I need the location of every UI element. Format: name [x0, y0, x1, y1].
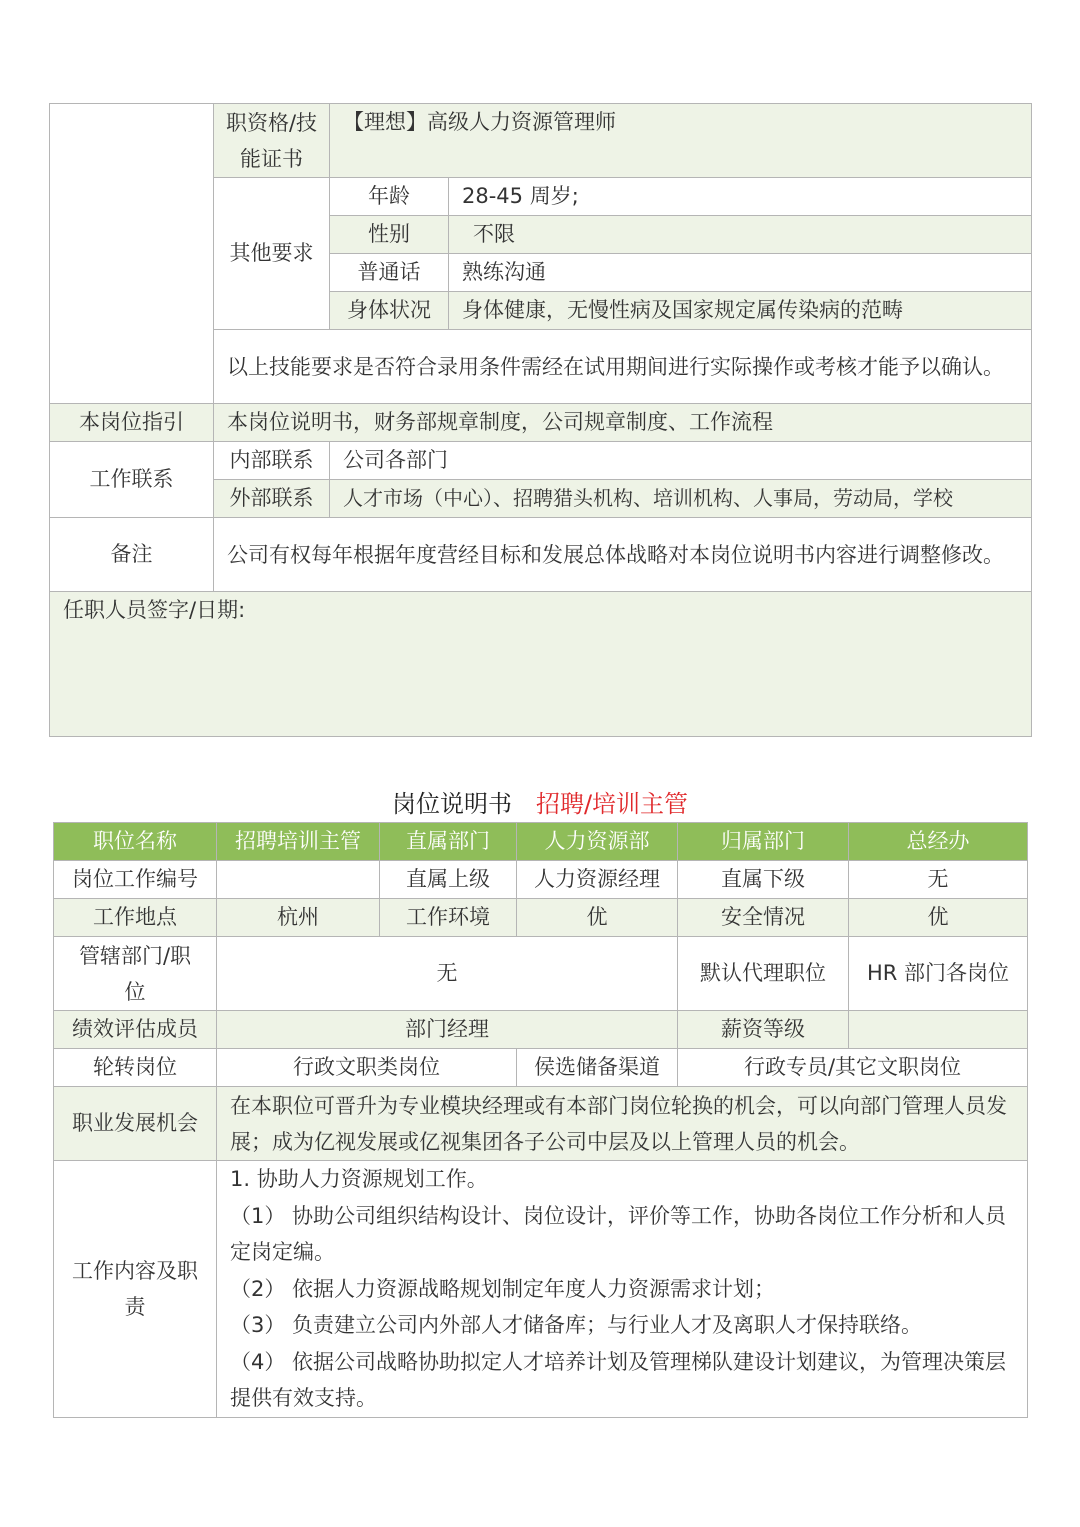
- env-label: 工作环境: [380, 899, 517, 937]
- location-label: 工作地点: [54, 899, 217, 937]
- reserve-label: 侯选储备渠道: [517, 1049, 678, 1087]
- guide-value: 本岗位说明书，财务部规章制度，公司规章制度、工作流程: [214, 404, 1032, 442]
- proxy-value: HR 部门各岗位: [849, 937, 1028, 1011]
- duty-line: （2） 依据人力资源战略规划制定年度人力资源需求计划；: [230, 1276, 776, 1301]
- job-requirements-table: [49, 103, 1032, 737]
- remark-label: 备注: [50, 518, 214, 592]
- perf-value: 部门经理: [217, 1011, 678, 1049]
- subordinate-value: 无: [849, 861, 1028, 899]
- title-position: 招聘/培训主管: [535, 790, 689, 818]
- reserve-value: 行政专员/其它文职岗位: [678, 1049, 1028, 1087]
- mandarin-value: 熟练沟通: [449, 254, 1032, 292]
- perf-label: 绩效评估成员: [54, 1011, 217, 1049]
- page-title: [0, 784, 1080, 824]
- signature-field: 任职人员签字/日期:: [50, 592, 1032, 737]
- pos-name-label: 职位名称: [54, 823, 217, 861]
- skill-note: 以上技能要求是否符合录用条件需经在试用期间进行实际操作或考核才能予以确认。: [214, 330, 1032, 404]
- env-value: 优: [517, 899, 678, 937]
- health-value: 身体健康，无慢性病及国家规定属传染病的范畴: [449, 292, 1032, 330]
- age-value: 28-45 周岁;: [449, 178, 1032, 216]
- blank-category-cell: [50, 104, 214, 404]
- gender-label: 性别: [330, 216, 449, 254]
- remark-value: 公司有权每年根据年度营经目标和发展总体战略对本岗位说明书内容进行调整修改。: [214, 518, 1032, 592]
- code-label: 岗位工作编号: [54, 861, 217, 899]
- contact-label: 工作联系: [50, 442, 214, 518]
- direct-dept-value: 人力资源部: [517, 823, 678, 861]
- superior-label: 直属上级: [380, 861, 517, 899]
- career-value: 在本职位可晋升为专业模块经理或有本部门岗位轮换的机会，可以向部门管理人员发展；成为亿视发展或亿视集团各子公司中层及以上管理人员的机会。: [217, 1087, 1028, 1161]
- title-main: 岗位说明书: [391, 790, 512, 818]
- career-label: 职业发展机会: [54, 1087, 217, 1161]
- direct-dept-label: 直属部门: [380, 823, 517, 861]
- salary-label: 薪资等级: [678, 1011, 849, 1049]
- age-label: 年龄: [330, 178, 449, 216]
- duty-line: （4） 依据公司战略协助拟定人才培养计划及管理梯队建设计划建议，为管理决策层提供有效支持。: [230, 1349, 1007, 1410]
- guide-label: 本岗位指引: [50, 404, 214, 442]
- duties-content: [217, 1161, 1028, 1418]
- external-contact-value: 人才市场（中心）、招聘猎头机构、培训机构、人事局，劳动局，学校: [330, 480, 1032, 518]
- rotate-value: 行政文职类岗位: [217, 1049, 517, 1087]
- internal-contact-value: 公司各部门: [330, 442, 1032, 480]
- internal-contact-label: 内部联系: [214, 442, 330, 480]
- safety-value: 优: [849, 899, 1028, 937]
- subordinate-label: 直属下级: [678, 861, 849, 899]
- salary-value: [849, 1011, 1028, 1049]
- belong-dept-value: 总经办: [849, 823, 1028, 861]
- location-value: 杭州: [217, 899, 380, 937]
- external-contact-label: 外部联系: [214, 480, 330, 518]
- duties-label: 工作内容及职责: [54, 1161, 217, 1418]
- pos-name-value: 招聘培训主管: [217, 823, 380, 861]
- health-label: 身体状况: [330, 292, 449, 330]
- belong-dept-label: 归属部门: [678, 823, 849, 861]
- rotate-label: 轮转岗位: [54, 1049, 217, 1087]
- manage-value: 无: [217, 937, 678, 1011]
- gender-value: 不限: [449, 216, 1032, 254]
- job-description-table: [53, 822, 1028, 1418]
- mandarin-label: 普通话: [330, 254, 449, 292]
- other-requirements-label: 其他要求: [214, 178, 330, 330]
- proxy-label: 默认代理职位: [678, 937, 849, 1011]
- duty-line: （1） 协助公司组织结构设计、岗位设计，评价等工作，协助各岗位工作分析和人员定岗定编。: [230, 1203, 1007, 1264]
- safety-label: 安全情况: [678, 899, 849, 937]
- code-value: [217, 861, 380, 899]
- duty-line: 1. 协助人力资源规划工作。: [230, 1167, 488, 1191]
- duty-line: （3） 负责建立公司内外部人才储备库；与行业人才及离职人才保持联络。: [230, 1313, 923, 1337]
- cert-label: 职资格/技能证书: [214, 104, 330, 178]
- manage-label: 管辖部门/职位: [54, 937, 217, 1011]
- superior-value: 人力资源经理: [517, 861, 678, 899]
- cert-value: 【理想】高级人力资源管理师: [330, 104, 1032, 178]
